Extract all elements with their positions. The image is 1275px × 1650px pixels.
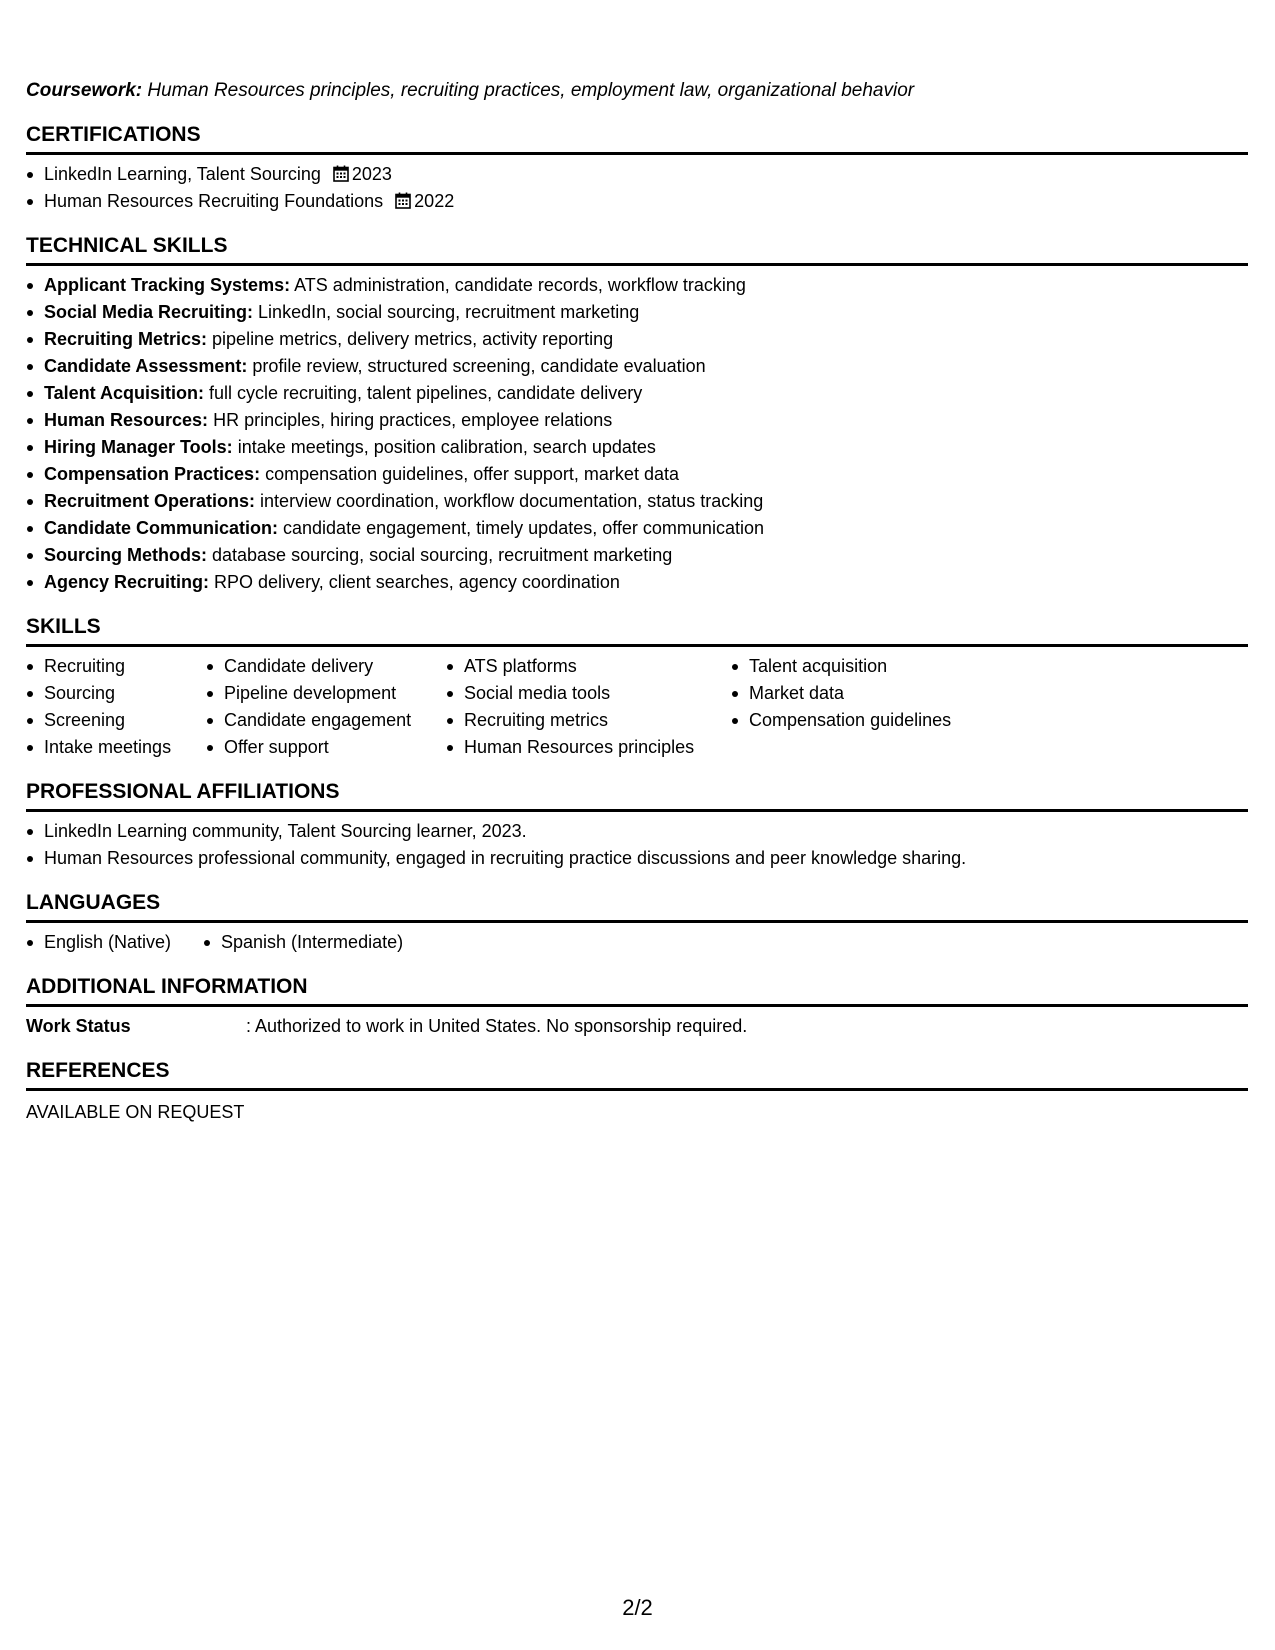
technical-skill-text: pipeline metrics, delivery metrics, activity reporting (207, 329, 614, 349)
section-title-certifications: CERTIFICATIONS (26, 122, 1248, 155)
technical-skill-text: candidate engagement, timely updates, offer communication (278, 518, 764, 538)
technical-skill-item (26, 272, 1248, 299)
technical-skill-item (26, 488, 1248, 515)
skill-item: Talent acquisition (731, 653, 991, 680)
skills-grid (26, 653, 1248, 761)
technical-skill-item (26, 299, 1248, 326)
section-title-skills: SKILLS (26, 614, 1248, 647)
technical-skill-text: HR principles, hiring practices, employee relations (208, 410, 613, 430)
skill-item: Recruiting metrics (446, 707, 731, 734)
technical-skill-item (26, 326, 1248, 353)
technical-skill-item (26, 461, 1248, 488)
certifications-list (26, 161, 1248, 215)
coursework-label: Coursework: (26, 80, 143, 101)
technical-skills-list (26, 272, 1248, 596)
technical-skill-label: Compensation Practices: (44, 464, 261, 484)
affiliations-list (26, 818, 1248, 872)
section-title-additional-information: ADDITIONAL INFORMATION (26, 974, 1248, 1007)
language-item: Spanish (Intermediate) (203, 929, 403, 956)
certification-name: LinkedIn Learning, Talent Sourcing (44, 164, 321, 184)
technical-skill-label: Human Resources: (44, 410, 209, 430)
language-column (203, 929, 403, 956)
affiliation-item: LinkedIn Learning community, Talent Sourcing learner, 2023. (26, 818, 1248, 845)
skill-item: Candidate engagement (206, 707, 446, 734)
technical-skill-item (26, 353, 1248, 380)
skills-column (446, 653, 731, 761)
languages-list (26, 929, 1248, 956)
technical-skill-text: LinkedIn, social sourcing, recruitment marketing (253, 302, 640, 322)
certification-year: 2022 (414, 191, 455, 211)
technical-skill-item (26, 434, 1248, 461)
technical-skill-label: Candidate Assessment: (44, 356, 248, 376)
coursework-text: Human Resources principles, recruiting practices, employment law, organizational behavior (142, 80, 915, 101)
work-status-row (26, 1013, 1248, 1040)
work-status-label: Work Status (26, 1016, 131, 1036)
certification-year: 2023 (351, 164, 392, 184)
skill-item: Market data (731, 680, 991, 707)
language-item: English (Native) (26, 929, 203, 956)
certification-name: Human Resources Recruiting Foundations (44, 191, 384, 211)
technical-skill-label: Sourcing Methods: (44, 545, 207, 565)
calendar-icon (333, 165, 349, 182)
technical-skill-label: Hiring Manager Tools: (44, 437, 233, 457)
technical-skill-item (26, 380, 1248, 407)
technical-skill-text: ATS administration, candidate records, workflow tracking (290, 275, 746, 295)
technical-skill-text: compensation guidelines, offer support, market data (260, 464, 679, 484)
skill-item: Recruiting (26, 653, 206, 680)
skill-item: Intake meetings (26, 734, 206, 761)
skill-item: Pipeline development (206, 680, 446, 707)
skill-item: Screening (26, 707, 206, 734)
resume-page (26, 78, 1248, 1126)
page-number: 2/2 (622, 1595, 653, 1620)
skill-item: Offer support (206, 734, 446, 761)
technical-skill-item (26, 542, 1248, 569)
section-title-languages: LANGUAGES (26, 890, 1248, 923)
technical-skill-label: Recruitment Operations: (44, 491, 256, 511)
skill-item: Candidate delivery (206, 653, 446, 680)
skill-item: Compensation guidelines (731, 707, 991, 734)
technical-skill-text: interview coordination, workflow documentation, status tracking (255, 491, 764, 511)
technical-skill-label: Social Media Recruiting: (44, 302, 254, 322)
certification-item (26, 161, 1248, 188)
section-title-affiliations: PROFESSIONAL AFFILIATIONS (26, 779, 1248, 812)
technical-skill-text: database sourcing, social sourcing, recruitment marketing (207, 545, 673, 565)
technical-skill-text: full cycle recruiting, talent pipelines, candidate delivery (204, 383, 643, 403)
work-status-value: : Authorized to work in United States. No sponsorship required. (246, 1016, 748, 1036)
technical-skill-item (26, 515, 1248, 542)
calendar-icon (395, 192, 411, 209)
certification-item (26, 188, 1248, 215)
technical-skill-label: Talent Acquisition: (44, 383, 204, 403)
skill-item: Sourcing (26, 680, 206, 707)
technical-skill-label: Agency Recruiting: (44, 572, 210, 592)
section-title-references: REFERENCES (26, 1058, 1248, 1091)
technical-skill-text: RPO delivery, client searches, agency coordination (209, 572, 620, 592)
technical-skill-text: intake meetings, position calibration, search updates (232, 437, 656, 457)
skills-column (206, 653, 446, 761)
technical-skill-label: Candidate Communication: (44, 518, 279, 538)
references-text: AVAILABLE ON REQUEST (26, 1102, 245, 1122)
skill-item: ATS platforms (446, 653, 731, 680)
skill-item: Human Resources principles (446, 734, 731, 761)
language-column (26, 929, 203, 956)
technical-skill-item (26, 569, 1248, 596)
technical-skill-item (26, 407, 1248, 434)
technical-skill-text: profile review, structured screening, candidate evaluation (247, 356, 706, 376)
skills-column (731, 653, 991, 761)
coursework-line (26, 78, 1248, 104)
skill-item: Social media tools (446, 680, 731, 707)
section-title-technical-skills: TECHNICAL SKILLS (26, 233, 1248, 266)
skills-column (26, 653, 206, 761)
affiliation-item: Human Resources professional community, engaged in recruiting practice discussions and peer knowledge sharing. (26, 845, 1248, 872)
technical-skill-label: Applicant Tracking Systems: (44, 275, 291, 295)
technical-skill-label: Recruiting Metrics: (44, 329, 208, 349)
